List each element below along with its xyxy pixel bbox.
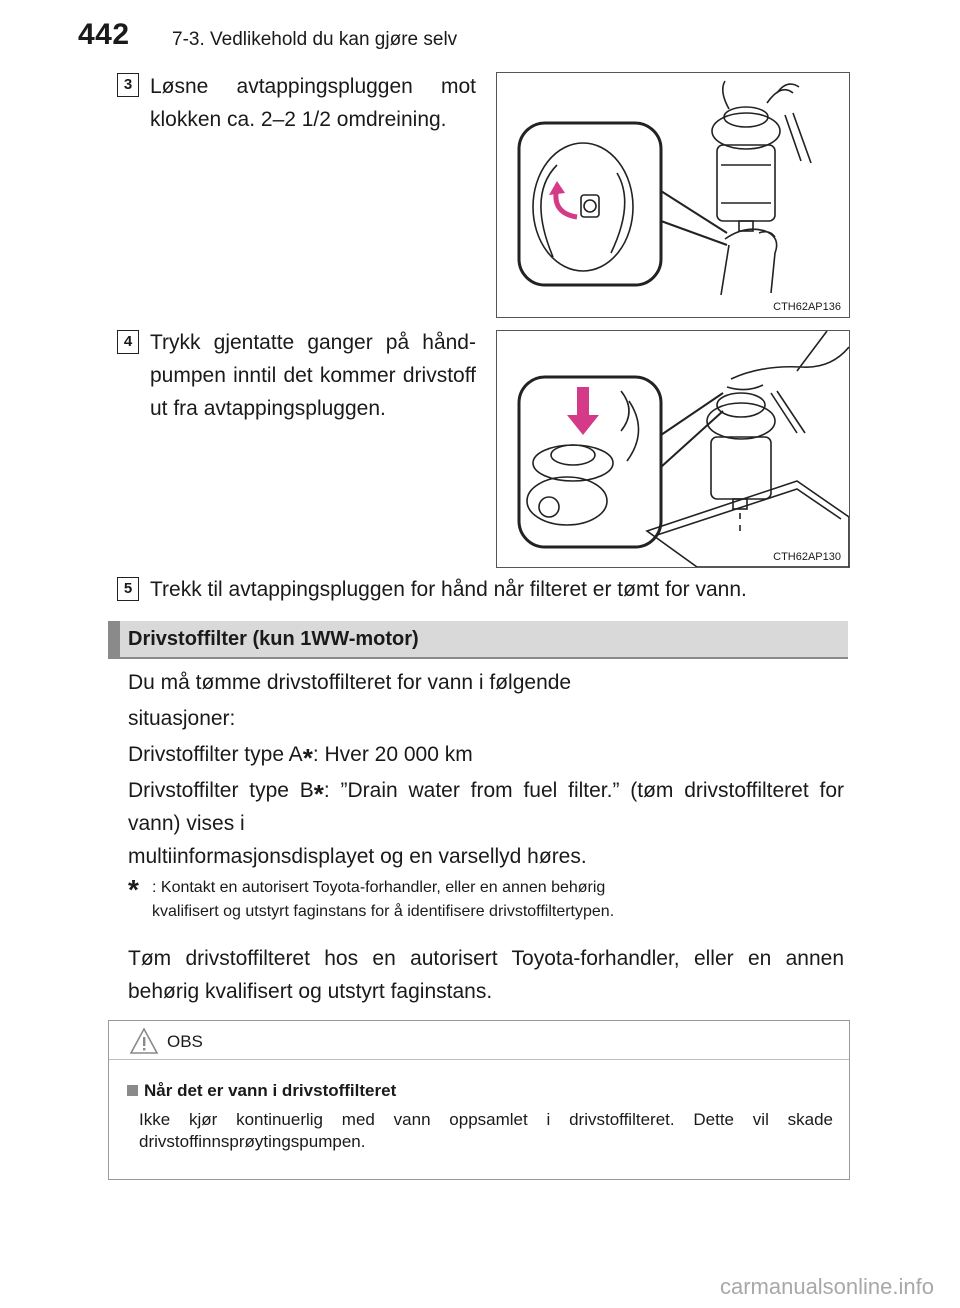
- caution-box: [108, 1020, 850, 1180]
- step-number-3: 3: [117, 73, 139, 97]
- filter-type-a-label: Drivstoffilter type A: [128, 743, 303, 766]
- figure-code: CTH62AP130: [773, 551, 841, 563]
- page-number: 442: [78, 18, 130, 51]
- heading-accent-bar: [108, 621, 120, 659]
- caution-text: Ikke kjør kontinuerlig med vann oppsamlet i drivstoffilteret. Dette vil skade drivstoffinnsprøytingspumpen.: [139, 1110, 833, 1151]
- footnote: [128, 876, 844, 924]
- filter-type-b-line: [128, 774, 844, 840]
- body-paragraph-1a: Du må tømme drivstoffilteret for vann i følgende: [128, 671, 572, 694]
- body-paragraph-5: Tøm drivstoffilteret hos en autorisert Toyota-forhandler, eller en annen behørig kvalifisert og utstyrt faginstans.: [128, 947, 844, 1003]
- step-number-5: 5: [117, 577, 139, 601]
- asterisk-marker: *: [302, 743, 313, 773]
- footnote-line-2: kvalifisert og utstyrt faginstans for å identifisere drivstoffiltertypen.: [152, 903, 615, 920]
- asterisk-marker: *: [313, 779, 324, 809]
- caution-subheading: [127, 1081, 396, 1101]
- footnote-line-1: : Kontakt en autorisert Toyota-forhandler, eller en annen behørig: [152, 879, 606, 896]
- hand-pump-illustration: [497, 331, 849, 567]
- section-title: 7-3. Vedlikehold du kan gjøre selv: [172, 29, 458, 50]
- figure-code: CTH62AP136: [773, 301, 841, 313]
- warning-triangle-icon: [129, 1027, 159, 1055]
- filter-type-b-message: : ”Drain water from fuel filter.” (tøm drivstoffilteret for vann) vises i: [128, 779, 844, 835]
- section-heading-band: [108, 621, 848, 659]
- filter-type-b-label: Drivstoffilter type B: [128, 779, 314, 802]
- filter-type-a-line: [128, 738, 844, 771]
- drain-plug-illustration: [497, 73, 849, 317]
- caution-header: [109, 1021, 849, 1060]
- square-bullet-icon: [127, 1085, 138, 1096]
- figure-hand-pump: [496, 330, 850, 568]
- watermark: carmanualsonline.info: [719, 1274, 934, 1299]
- caution-label: OBS: [167, 1032, 203, 1051]
- step-3-text: Løsne avtappingspluggen mot klokken ca. 2–2 1/2 omdreining.: [150, 75, 476, 131]
- step-number-4: 4: [117, 330, 139, 354]
- step-4-text: Trykk gjentatte ganger på håndpumpen inntil det kommer drivstoff ut fra avtappingspluggen.: [150, 331, 476, 420]
- body-paragraph-1b: situasjoner:: [128, 707, 236, 730]
- step-5-text: Trekk til avtappingspluggen for hånd når filteret er tømt for vann.: [150, 578, 747, 601]
- caution-subheading-text: Når det er vann i drivstoffilteret: [144, 1081, 397, 1100]
- footnote-asterisk: *: [128, 874, 139, 905]
- figure-drain-plug-loosen: [496, 72, 850, 318]
- body-paragraph-4: multiinformasjonsdisplayet og en varsellyd høres.: [128, 845, 587, 868]
- filter-type-a-interval: : Hver 20 000 km: [312, 743, 473, 766]
- section-heading: Drivstoffilter (kun 1WW-motor): [128, 628, 419, 650]
